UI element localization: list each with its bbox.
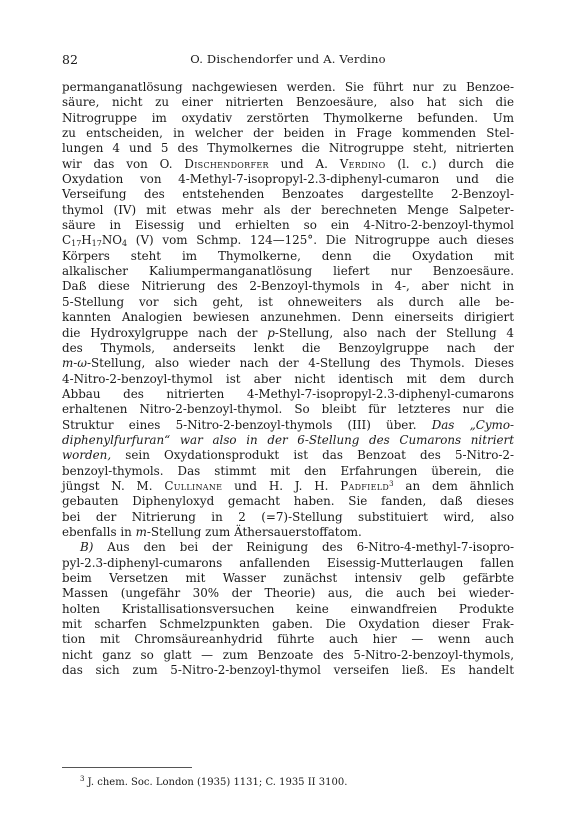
text-line: benzoyl-thymols. Das stimmt mit den Erfahrungen überein, die <box>62 463 514 478</box>
text-line: permanganatlösung nachgewiesen werden. Sie führt nur zu Benzoe- <box>62 80 514 94</box>
text-line: m-ω-Stellung, also wieder nach der 4-Stellung des Thymols. Dieses <box>62 356 514 371</box>
text-line: worden, sein Oxydationsprodukt ist das Benzoat des 5-Nitro-2- <box>62 448 514 463</box>
text-line: holten Kristallisationsversuchen keine einwandfreien Produkte <box>62 601 514 616</box>
text-line: beim Versetzen mit Wasser zunächst intensiv gelb gefärbte <box>62 571 514 585</box>
text-line: tion mit Chromsäureanhydrid führte auch hier — wenn auch <box>62 632 514 647</box>
text-line: ebenfalls in m-Stellung zum Äthersauerstoffatom. <box>62 524 362 539</box>
text-line: nicht ganz so glatt — zum Benzoate des 5-Nitro-2-benzoyl-thymols, <box>62 647 514 662</box>
text-line: 4-Nitro-2-benzoyl-thymol ist aber nicht identisch mit dem durch <box>62 371 514 386</box>
text-line: wir das von O. Dischendorfer und A. Verdino (l. c.) durch die <box>62 156 514 171</box>
page-number: 82 <box>62 52 78 67</box>
text-line: des Thymols, anderseits lenkt die Benzoylgruppe nach der <box>62 340 514 355</box>
text-line: B) Aus den bei der Reinigung des 6-Nitro-4-methyl-7-isopro- <box>80 540 514 555</box>
body-text <box>62 80 514 678</box>
text-line: Nitrogruppe im oxydativ zerstörten Thymolkerne befunden. Um <box>62 110 514 125</box>
footnote-text: J. chem. Soc. London (1935) 1131; C. 1935 II 3100. <box>87 777 348 788</box>
text-line: 5-Stellung vor sich geht, ist ohneweiters als durch alle be- <box>62 294 514 309</box>
page-header <box>62 52 514 68</box>
footnote-rule <box>62 767 192 768</box>
text-line: thymol (IV) mit etwas mehr als der berechneten Menge Salpeter- <box>62 202 514 217</box>
text-line: Struktur eines 5-Nitro-2-benzoyl-thymols (III) über. Das „Cymo- <box>62 417 515 432</box>
text-line: Oxydation von 4-Methyl-7-isopropyl-2.3-diphenyl-cumaron und die <box>62 172 514 187</box>
text-line: pyl-2.3-diphenyl-cumarons anfallenden Eisessig-Mutterlaugen fallen <box>62 555 514 570</box>
text-line: mit scharfen Schmelzpunkten gaben. Die Oxydation dieser Frak- <box>62 617 514 632</box>
text-line: Daß diese Nitrierung des 2-Benzoyl-thymols in 4-, aber nicht in <box>62 279 514 294</box>
text-line: lungen 4 und 5 des Thymolkernes die Nitrogruppe steht, nitrierten <box>62 141 514 156</box>
text-line: gebauten Diphenyloxyd gemacht haben. Sie fanden, daß dieses <box>62 494 514 509</box>
text-line: erhaltenen Nitro-2-benzoyl-thymol. So bleibt für letzteres nur die <box>62 402 514 417</box>
text-line: Körpers steht im Thymolkerne, denn die Oxydation mit <box>62 248 514 263</box>
text-line: jüngst N. M. Cullinane und H. J. H. Padfield$^3$ an dem ähnlich <box>62 478 515 493</box>
text-line: bei der Nitrierung in 2 (=7)-Stellung substituiert wird, also <box>62 509 514 524</box>
text-line: zu entscheiden, in welcher der beiden in Frage kommenden Stel- <box>62 126 514 141</box>
text-line: das sich zum 5-Nitro-2-benzoyl-thymol verseifen ließ. Es handelt <box>62 663 514 678</box>
text-line: Massen (ungefähr 30% der Theorie) aus, die auch bei wieder- <box>62 586 514 601</box>
footnote <box>80 777 347 788</box>
text-line: säure, nicht zu einer nitrierten Benzoesäure, also hat sich die <box>62 95 514 110</box>
text-line: die Hydroxylgruppe nach der p-Stellung, also nach der Stellung 4 <box>62 325 514 340</box>
text-line: kannten Analogien bewiesen anzunehmen. Denn einerseits dirigiert <box>62 310 514 325</box>
text-line: Abbau des nitrierten 4-Methyl-7-isopropyl-2.3-diphenyl-cumarons <box>62 386 514 401</box>
text-line: $C_{17}H_{17}NO_4$ (V) vom Schmp. 124—125°. Die Nitrogruppe auch dieses <box>62 233 514 249</box>
text-line: alkalischer Kaliumpermanganatlösung liefert nur Benzoesäure. <box>62 264 514 279</box>
text-line: diphenylfurfuran“ war also in der 6-Stellung des Cumarons nitriert <box>62 432 514 447</box>
text-line: Verseifung des entstehenden Benzoates dargestellte 2-Benzoyl- <box>62 187 514 202</box>
footnote-marker: 3 <box>80 775 85 783</box>
running-head: O. Dischendorfer und A. Verdino <box>190 52 386 66</box>
text-line: säure in Eisessig und erhielten so ein 4-Nitro-2-benzoyl-thymol <box>62 218 514 233</box>
